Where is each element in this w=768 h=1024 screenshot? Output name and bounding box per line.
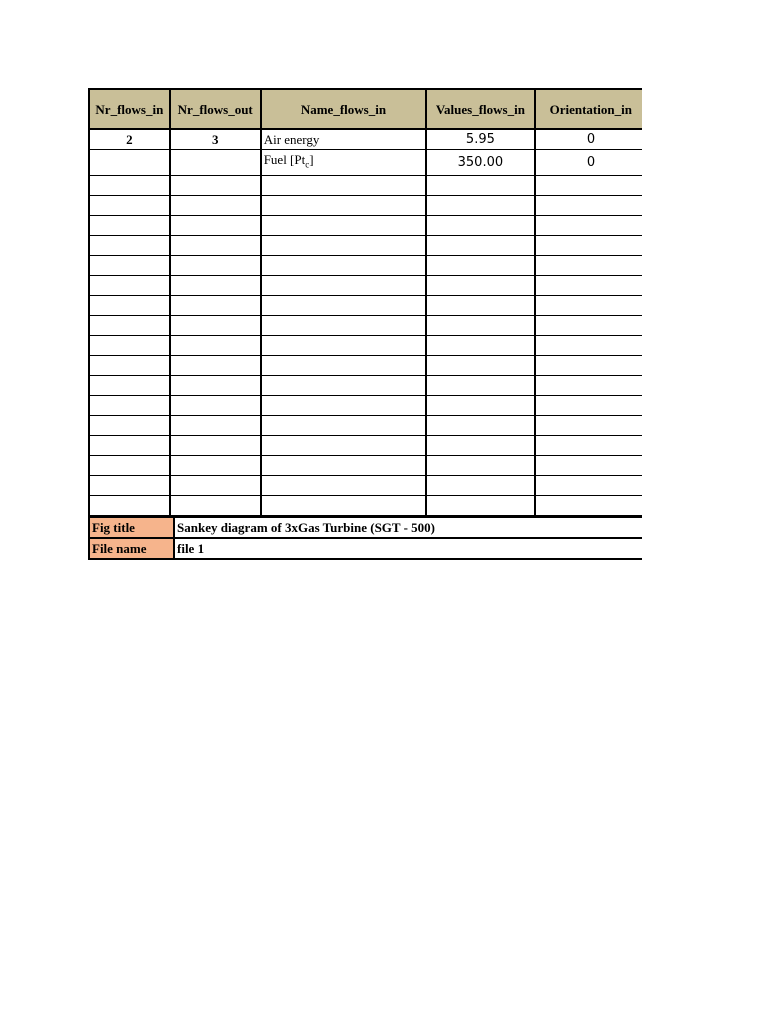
table-row (89, 235, 642, 255)
flow-name-cell[interactable] (261, 150, 427, 176)
flow-name-main: Fuel [Pt (263, 152, 306, 167)
empty-cell[interactable] (261, 455, 427, 475)
empty-cell[interactable] (426, 195, 534, 215)
empty-cell[interactable] (89, 150, 170, 176)
empty-cell[interactable] (535, 435, 642, 455)
empty-cell[interactable] (261, 335, 427, 355)
empty-cell[interactable] (170, 395, 261, 415)
header-name-flows-in[interactable]: Name_flows_in (261, 89, 427, 129)
empty-cell[interactable] (535, 275, 642, 295)
empty-cell[interactable] (535, 235, 642, 255)
table-row (89, 195, 642, 215)
empty-cell[interactable] (89, 435, 170, 455)
empty-cell[interactable] (89, 235, 170, 255)
empty-cell[interactable] (426, 215, 534, 235)
empty-cell[interactable] (261, 435, 427, 455)
flow-name-cell[interactable]: Air energy (261, 129, 427, 150)
empty-cell[interactable] (89, 455, 170, 475)
empty-cell[interactable] (89, 475, 170, 495)
header-row (89, 89, 642, 129)
empty-cell[interactable] (261, 415, 427, 435)
table-row (89, 255, 642, 275)
empty-cell[interactable] (89, 375, 170, 395)
table-row (89, 455, 642, 475)
empty-cell[interactable] (535, 495, 642, 515)
empty-cell[interactable] (261, 295, 427, 315)
flow-name-subscript: c (305, 159, 310, 170)
empty-cell[interactable] (261, 495, 427, 515)
empty-cell[interactable] (426, 375, 534, 395)
empty-cell[interactable] (426, 295, 534, 315)
empty-cell[interactable] (170, 235, 261, 255)
empty-cell[interactable] (426, 475, 534, 495)
empty-cell[interactable] (535, 375, 642, 395)
flows-table (88, 88, 642, 516)
empty-cell[interactable] (170, 415, 261, 435)
empty-cell[interactable] (426, 235, 534, 255)
table-row (89, 475, 642, 495)
empty-cell[interactable] (535, 295, 642, 315)
table-row (89, 315, 642, 335)
empty-cell[interactable] (89, 355, 170, 375)
header-orientation-in[interactable]: Orientation_in (535, 89, 642, 129)
fig-title-label: Fig title (89, 517, 174, 538)
empty-cell[interactable] (261, 275, 427, 295)
table-row (89, 395, 642, 415)
flow-value-cell[interactable]: 350.00 (426, 150, 534, 176)
empty-cell[interactable] (261, 215, 427, 235)
table-row (89, 415, 642, 435)
empty-cell[interactable] (89, 215, 170, 235)
flow-name-end: ] (309, 152, 314, 167)
empty-cell[interactable] (89, 315, 170, 335)
table-row (89, 129, 642, 150)
empty-cell[interactable] (170, 435, 261, 455)
empty-cell[interactable] (170, 375, 261, 395)
empty-cell[interactable] (426, 435, 534, 455)
empty-cell[interactable] (426, 275, 534, 295)
empty-cell[interactable] (170, 355, 261, 375)
header-values-flows-in[interactable]: Values_flows_in (426, 89, 534, 129)
table-row (89, 275, 642, 295)
table-row (89, 375, 642, 395)
empty-cell[interactable] (89, 255, 170, 275)
empty-cell[interactable] (261, 175, 427, 195)
empty-cell[interactable] (170, 315, 261, 335)
file-name-label: File name (89, 538, 174, 559)
empty-cell[interactable] (535, 395, 642, 415)
nr-flows-in-cell[interactable]: 2 (89, 129, 170, 150)
empty-cell[interactable] (89, 275, 170, 295)
header-nr-flows-out[interactable]: Nr_flows_out (170, 89, 261, 129)
flow-orientation-cell[interactable]: 0 (535, 150, 642, 176)
empty-cell[interactable] (535, 175, 642, 195)
empty-cell[interactable] (89, 195, 170, 215)
empty-cell[interactable] (89, 395, 170, 415)
empty-cell[interactable] (426, 495, 534, 515)
empty-cell[interactable] (535, 215, 642, 235)
empty-cell[interactable] (89, 335, 170, 355)
empty-cell[interactable] (170, 195, 261, 215)
empty-cell[interactable] (261, 315, 427, 335)
empty-cell[interactable] (89, 295, 170, 315)
meta-table (88, 516, 642, 560)
empty-cell[interactable] (426, 455, 534, 475)
empty-cell[interactable] (170, 335, 261, 355)
table-row (89, 355, 642, 375)
empty-cell[interactable] (261, 475, 427, 495)
fig-title-row (89, 517, 642, 538)
empty-cell[interactable] (261, 375, 427, 395)
empty-cell[interactable] (535, 455, 642, 475)
flow-value-cell[interactable]: 5.95 (426, 129, 534, 150)
empty-cell[interactable] (89, 415, 170, 435)
table-row (89, 335, 642, 355)
file-name-value[interactable]: file 1 (174, 538, 642, 559)
empty-cell[interactable] (89, 175, 170, 195)
table-row (89, 215, 642, 235)
empty-cell[interactable] (170, 150, 261, 176)
empty-cell[interactable] (535, 475, 642, 495)
empty-cell[interactable] (261, 395, 427, 415)
empty-cell[interactable] (261, 255, 427, 275)
table-row (89, 150, 642, 176)
empty-cell[interactable] (426, 415, 534, 435)
empty-cell[interactable] (170, 475, 261, 495)
empty-cell[interactable] (535, 415, 642, 435)
empty-cell[interactable] (426, 315, 534, 335)
empty-cell[interactable] (535, 195, 642, 215)
empty-cell[interactable] (170, 275, 261, 295)
empty-cell[interactable] (535, 255, 642, 275)
empty-cell[interactable] (170, 255, 261, 275)
header-nr-flows-in[interactable]: Nr_flows_in (89, 89, 170, 129)
table-row (89, 175, 642, 195)
spreadsheet (88, 88, 642, 560)
empty-cell[interactable] (426, 355, 534, 375)
empty-cell[interactable] (261, 195, 427, 215)
empty-cell[interactable] (170, 295, 261, 315)
nr-flows-out-cell[interactable]: 3 (170, 129, 261, 150)
fig-title-value[interactable]: Sankey diagram of 3xGas Turbine (SGT - 500) (174, 517, 642, 538)
file-name-row (89, 538, 642, 559)
empty-cell[interactable] (426, 255, 534, 275)
empty-cell[interactable] (426, 175, 534, 195)
empty-cell[interactable] (261, 355, 427, 375)
empty-cell[interactable] (170, 215, 261, 235)
empty-cell[interactable] (426, 335, 534, 355)
empty-cell[interactable] (170, 175, 261, 195)
empty-cell[interactable] (535, 355, 642, 375)
empty-cell[interactable] (170, 455, 261, 475)
empty-cell[interactable] (170, 495, 261, 515)
empty-cell[interactable] (535, 315, 642, 335)
flow-orientation-cell[interactable]: 0 (535, 129, 642, 150)
empty-cell[interactable] (89, 495, 170, 515)
empty-cell[interactable] (426, 395, 534, 415)
table-row (89, 495, 642, 515)
empty-cell[interactable] (261, 235, 427, 255)
table-row (89, 295, 642, 315)
table-row (89, 435, 642, 455)
empty-cell[interactable] (535, 335, 642, 355)
